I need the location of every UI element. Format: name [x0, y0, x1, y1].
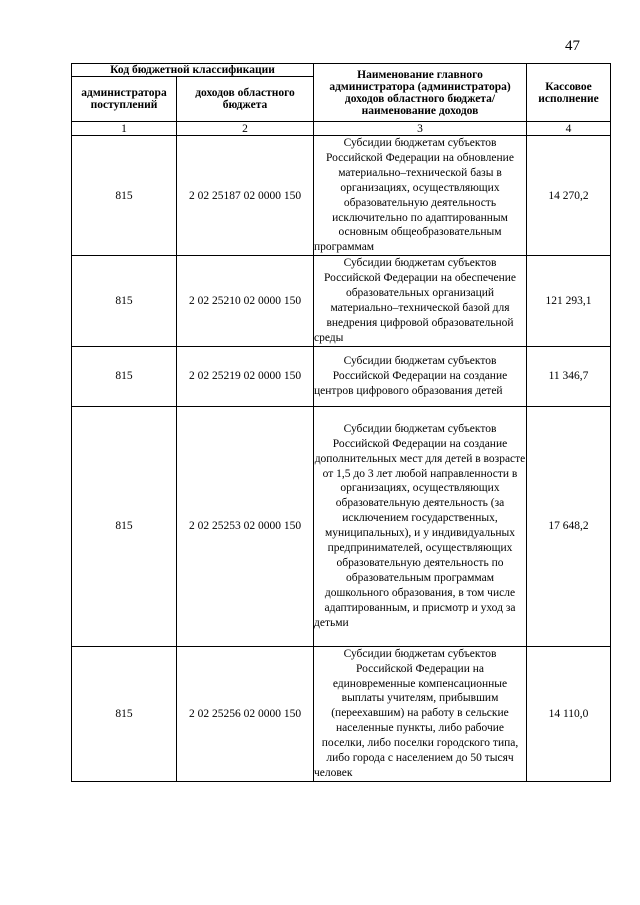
revenue-name-cell: Субсидии бюджетам субъектов Российской Федерации на создание центров цифрового образования детей	[314, 346, 527, 406]
revenue-name-cell: Субсидии бюджетам субъектов Российской Федерации на обеспечение образовательных организаций материально–технической базой для внедрения цифровой образовательной среды	[314, 256, 527, 346]
header-regional-budget-income: доходов областного бюджета	[177, 77, 314, 122]
column-number: 3	[314, 122, 527, 136]
amount-cell: 121 293,1	[527, 256, 611, 346]
column-number: 2	[177, 122, 314, 136]
header-cash-execution: Кассовое исполнение	[527, 64, 611, 122]
admin-code-cell: 815	[72, 406, 177, 646]
amount-cell: 14 110,0	[527, 646, 611, 781]
amount-cell: 11 346,7	[527, 346, 611, 406]
budget-code-cell: 2 02 25210 02 0000 150	[177, 256, 314, 346]
revenue-name-cell: Субсидии бюджетам субъектов Российской Федерации на обновление материально–технической базы в организациях, осуществляющих образовательную деятельность исключительно по адаптированным основным общеобразовательным программам	[314, 136, 527, 256]
budget-code-cell: 2 02 25253 02 0000 150	[177, 406, 314, 646]
table-row	[72, 346, 611, 406]
header-admin-revenue: администратора поступлений	[72, 77, 177, 122]
admin-code-cell: 815	[72, 646, 177, 781]
table-row	[72, 136, 611, 256]
budget-revenue-table	[71, 63, 611, 782]
amount-cell: 14 270,2	[527, 136, 611, 256]
budget-code-cell: 2 02 25219 02 0000 150	[177, 346, 314, 406]
amount-cell: 17 648,2	[527, 406, 611, 646]
revenue-name-cell: Субсидии бюджетам субъектов Российской Федерации на единовременные компенсационные выплаты учителям, прибывшим (переехавшим) на работу в сельские населенные пункты, либо рабочие поселки, либо поселки городского типа, либо города с населением до 50 тысяч человек	[314, 646, 527, 781]
table-row	[72, 646, 611, 781]
header-budget-classification-code: Код бюджетной классификации	[72, 64, 314, 77]
table-row	[72, 256, 611, 346]
column-number: 4	[527, 122, 611, 136]
table-row	[72, 406, 611, 646]
budget-code-cell: 2 02 25187 02 0000 150	[177, 136, 314, 256]
page-number: 47	[565, 38, 580, 54]
column-number-row	[72, 122, 611, 136]
header-administrator-name: Наименование главного администратора (администратора) доходов областного бюджета/ наименование доходов	[314, 64, 527, 122]
column-number: 1	[72, 122, 177, 136]
admin-code-cell: 815	[72, 346, 177, 406]
budget-code-cell: 2 02 25256 02 0000 150	[177, 646, 314, 781]
revenue-name-cell: Субсидии бюджетам субъектов Российской Федерации на создание дополнительных мест для детей в возрасте от 1,5 до 3 лет любой направленности в организациях, осуществляющих образовательную деятельность (за исключением государственных, муниципальных), и у индивидуальных предпринимателей, осуществляющих образовательную деятельность по образовательным программам дошкольного образования, в том числе адаптированным, и присмотр и уход за детьми	[314, 406, 527, 646]
admin-code-cell: 815	[72, 256, 177, 346]
admin-code-cell: 815	[72, 136, 177, 256]
